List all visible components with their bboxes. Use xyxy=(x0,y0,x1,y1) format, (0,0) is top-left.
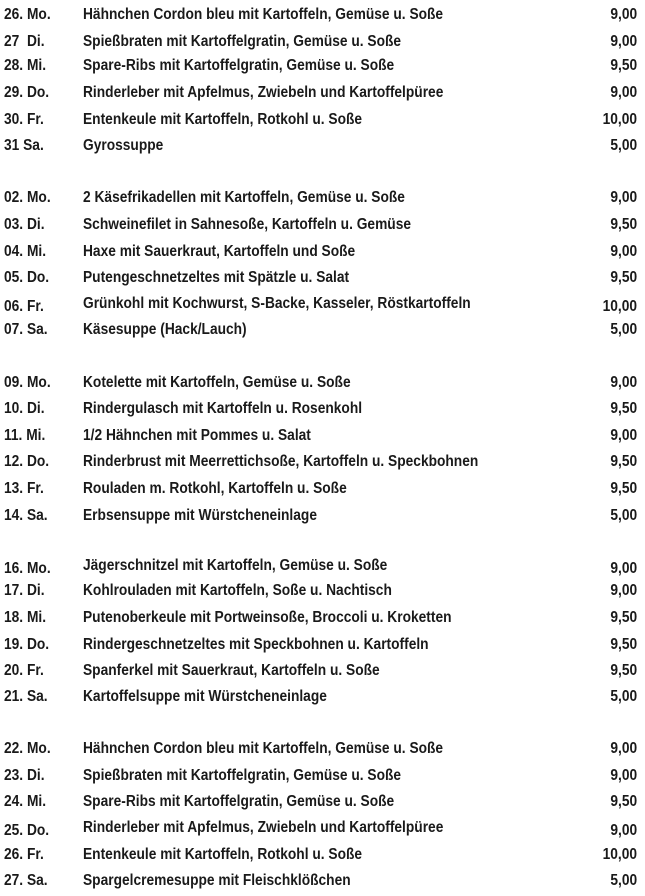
menu-price: 9,00 xyxy=(610,374,637,391)
menu-dish: Rouladen m. Rotkohl, Kartoffeln u. Soße xyxy=(83,480,347,497)
menu-price: 9,00 xyxy=(610,740,637,757)
menu-row xyxy=(0,843,645,867)
menu-day: 23. Di. xyxy=(4,767,45,784)
menu-price: 9,00 xyxy=(610,84,637,101)
menu-row xyxy=(0,764,645,788)
menu-row xyxy=(0,606,645,630)
menu-dish: Kartoffelsuppe mit Würstcheneinlage xyxy=(83,688,327,705)
menu-price: 10,00 xyxy=(602,111,637,128)
menu-day: 31 Sa. xyxy=(4,137,44,154)
menu-dish: Kotelette mit Kartoffeln, Gemüse u. Soße xyxy=(83,374,351,391)
menu-price: 9,50 xyxy=(610,269,637,286)
menu-price: 9,00 xyxy=(610,243,637,260)
menu-dish: Hähnchen Cordon bleu mit Kartoffeln, Gemüse u. Soße xyxy=(83,6,444,23)
menu-row xyxy=(0,292,645,316)
menu-price: 9,50 xyxy=(610,216,637,233)
menu-price: 5,00 xyxy=(610,872,637,889)
menu-price: 9,50 xyxy=(610,662,637,679)
menu-day: 17. Di. xyxy=(4,582,45,599)
menu-price: 5,00 xyxy=(610,137,637,154)
menu-dish: Gyrossuppe xyxy=(83,137,164,154)
menu-dish: Hähnchen Cordon bleu mit Kartoffeln, Gemüse u. Soße xyxy=(83,740,444,757)
menu-dish: 2 Käsefrikadellen mit Kartoffeln, Gemüse u. Soße xyxy=(83,189,405,206)
menu-dish: Spare-Ribs mit Kartoffelgratin, Gemüse u. Soße xyxy=(83,57,395,74)
menu-row xyxy=(0,81,645,105)
menu-price: 9,50 xyxy=(610,636,637,653)
menu-row xyxy=(0,450,645,474)
menu-dish: Käsesuppe (Hack/Lauch) xyxy=(83,321,247,338)
menu-day: 19. Do. xyxy=(4,636,50,653)
menu-day: 20. Fr. xyxy=(4,662,44,679)
menu-dish: Rinderleber mit Apfelmus, Zwiebeln und Kartoffelpüree xyxy=(83,84,444,101)
menu-dish: Spargelcremesuppe mit Fleischklößchen xyxy=(83,872,351,889)
menu-price: 9,00 xyxy=(610,427,637,444)
menu-day: 29. Do. xyxy=(4,84,50,101)
menu-row xyxy=(0,397,645,421)
menu-dish: Schweinefilet in Sahnesoße, Kartoffeln u. Gemüse xyxy=(83,216,412,233)
menu-price: 9,50 xyxy=(610,793,637,810)
menu-row xyxy=(0,790,645,814)
menu-day: 24. Mi. xyxy=(4,793,47,810)
menu-row xyxy=(0,477,645,501)
menu-price: 9,00 xyxy=(610,6,637,23)
menu-dish: Rindergulasch mit Kartoffeln u. Rosenkohl xyxy=(83,400,363,417)
menu-day: 27 Di. xyxy=(4,33,45,50)
menu-day: 13. Fr. xyxy=(4,480,44,497)
menu-price: 9,50 xyxy=(610,609,637,626)
menu-row xyxy=(0,579,645,603)
menu-row xyxy=(0,3,645,27)
menu-day: 02. Mo. xyxy=(4,189,51,206)
menu-price: 9,00 xyxy=(610,767,637,784)
menu-day: 09. Mo. xyxy=(4,374,51,391)
menu-dish: 1/2 Hähnchen mit Pommes u. Salat xyxy=(83,427,311,444)
menu-row xyxy=(0,504,645,528)
menu-day: 10. Di. xyxy=(4,400,45,417)
menu-dish: Haxe mit Sauerkraut, Kartoffeln und Soße xyxy=(83,243,356,260)
menu-dish: Erbsensuppe mit Würstcheneinlage xyxy=(83,507,317,524)
menu-row xyxy=(0,186,645,210)
menu-day: 14. Sa. xyxy=(4,507,48,524)
menu-day: 04. Mi. xyxy=(4,243,47,260)
menu-price: 5,00 xyxy=(610,321,637,338)
menu-price: 9,00 xyxy=(610,560,637,577)
menu-row xyxy=(0,318,645,342)
menu-day: 21. Sa. xyxy=(4,688,48,705)
menu-dish: Entenkeule mit Kartoffeln, Rotkohl u. Soße xyxy=(83,111,363,128)
menu-day: 06. Fr. xyxy=(4,298,44,315)
menu-day: 26. Fr. xyxy=(4,846,44,863)
menu-day: 07. Sa. xyxy=(4,321,48,338)
menu-row xyxy=(0,737,645,761)
menu-row xyxy=(0,240,645,264)
menu-dish: Jägerschnitzel mit Kartoffeln, Gemüse u. Soße xyxy=(83,557,388,574)
menu-row xyxy=(0,424,645,448)
menu-dish: Entenkeule mit Kartoffeln, Rotkohl u. Soße xyxy=(83,846,363,863)
menu-dish: Spare-Ribs mit Kartoffelgratin, Gemüse u. Soße xyxy=(83,793,395,810)
menu-dish: Spießbraten mit Kartoffelgratin, Gemüse u. Soße xyxy=(83,767,402,784)
menu-day: 16. Mo. xyxy=(4,560,51,577)
menu-day: 22. Mo. xyxy=(4,740,51,757)
menu-day: 03. Di. xyxy=(4,216,45,233)
menu-day: 25. Do. xyxy=(4,822,50,839)
menu-day: 11. Mi. xyxy=(4,427,46,444)
menu-row xyxy=(0,633,645,657)
menu-price: 9,00 xyxy=(610,582,637,599)
menu-day: 28. Mi. xyxy=(4,57,47,74)
menu-price: 10,00 xyxy=(602,846,637,863)
menu-day: 26. Mo. xyxy=(4,6,51,23)
menu-dish: Spanferkel mit Sauerkraut, Kartoffeln u. Soße xyxy=(83,662,380,679)
menu-day: 12. Do. xyxy=(4,453,50,470)
menu-price: 5,00 xyxy=(610,507,637,524)
menu-row xyxy=(0,869,645,893)
menu-row xyxy=(0,134,645,158)
menu-row xyxy=(0,816,645,840)
menu-dish: Rindergeschnetzeltes mit Speckbohnen u. Kartoffeln xyxy=(83,636,429,653)
menu-dish: Grünkohl mit Kochwurst, S-Backe, Kasseler, Röstkartoffeln xyxy=(83,295,471,312)
menu-dish: Spießbraten mit Kartoffelgratin, Gemüse u. Soße xyxy=(83,33,402,50)
menu-price: 9,00 xyxy=(610,189,637,206)
menu-dish: Putenoberkeule mit Portweinsoße, Broccoli u. Kroketten xyxy=(83,609,452,626)
menu-price: 9,00 xyxy=(610,822,637,839)
menu-row xyxy=(0,266,645,290)
menu-day: 30. Fr. xyxy=(4,111,44,128)
menu-row xyxy=(0,685,645,709)
menu-dish: Rinderbrust mit Meerrettichsoße, Kartoffeln u. Speckbohnen xyxy=(83,453,479,470)
menu-day: 18. Mi. xyxy=(4,609,47,626)
menu-row xyxy=(0,213,645,237)
menu-price: 9,50 xyxy=(610,400,637,417)
menu-dish: Putengeschnetzeltes mit Spätzle u. Salat xyxy=(83,269,350,286)
menu-row xyxy=(0,108,645,132)
menu-day: 27. Sa. xyxy=(4,872,48,889)
menu-dish: Kohlrouladen mit Kartoffeln, Soße u. Nachtisch xyxy=(83,582,392,599)
menu-day: 05. Do. xyxy=(4,269,50,286)
menu-row xyxy=(0,54,645,78)
menu-row xyxy=(0,659,645,683)
menu-price: 5,00 xyxy=(610,688,637,705)
menu-price: 10,00 xyxy=(602,298,637,315)
menu-price: 9,50 xyxy=(610,453,637,470)
menu-price: 9,50 xyxy=(610,57,637,74)
menu-price: 9,50 xyxy=(610,480,637,497)
menu-row xyxy=(0,30,645,54)
menu-row xyxy=(0,554,645,578)
menu-row xyxy=(0,371,645,395)
menu-price: 9,00 xyxy=(610,33,637,50)
menu-dish: Rinderleber mit Apfelmus, Zwiebeln und Kartoffelpüree xyxy=(83,819,444,836)
